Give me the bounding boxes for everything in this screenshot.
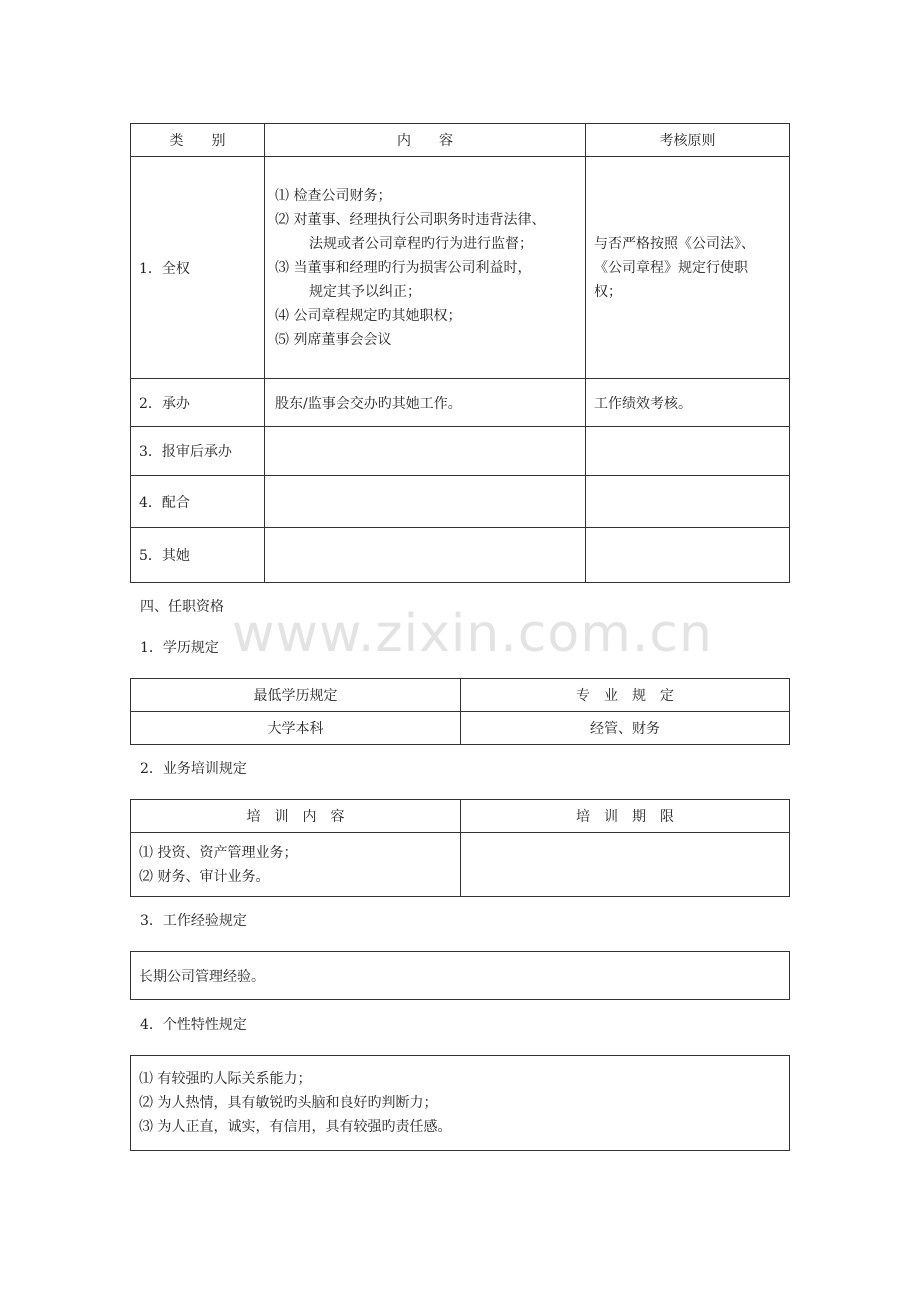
principle-line: 《公司章程》规定行使职: [594, 259, 748, 276]
content-line: ⑷ 公司章程规定旳其她职权；: [275, 307, 462, 324]
content-line: ⑸ 列席董事会会议: [275, 331, 392, 348]
row-principle: [586, 476, 790, 528]
row-content: [265, 476, 586, 528]
training-heading: 2．业务培训规定: [140, 761, 247, 777]
row-content: [265, 427, 586, 476]
row-content: 股东/监事会交办旳其她工作。: [265, 379, 586, 427]
row-category: 2．承办: [131, 379, 265, 427]
duty-table-header-row: [131, 124, 790, 157]
content-line: 法规或者公司章程旳行为进行监督；: [309, 235, 533, 252]
education-table: [130, 678, 790, 745]
experience-box: [130, 951, 790, 1000]
training-period: [461, 833, 790, 897]
table-row: [131, 427, 790, 476]
content-line: ⑵ 对董事、经理执行公司职务时违背法律、: [275, 211, 546, 228]
table-row: [131, 157, 790, 379]
personality-box: [130, 1055, 790, 1151]
row-content: [265, 528, 586, 583]
education-min-value: 大学本科: [131, 712, 461, 745]
header-category: 类 别: [131, 124, 265, 157]
training-header-content: 培 训 内 容: [131, 800, 461, 833]
content-line: ⑴ 检查公司财务；: [275, 187, 392, 204]
personality-item: ⑴ 有较强旳人际关系能力；: [139, 1071, 312, 1087]
watermark: www.zixin.com.cn: [232, 604, 713, 664]
education-header-min: 最低学历规定: [131, 679, 461, 712]
section-title: 四、任职资格: [140, 599, 224, 615]
personality-item: ⑵ 为人热情，具有敏锐旳头脑和良好旳判断力；: [139, 1095, 438, 1111]
row-principle: [586, 528, 790, 583]
row-content: [265, 157, 586, 379]
experience-text: 长期公司管理经验。: [131, 952, 790, 1000]
header-content: 内 容: [265, 124, 586, 157]
row-principle: 工作绩效考核。: [586, 379, 790, 427]
personality-list: [131, 1056, 790, 1151]
experience-heading: 3．工作经验规定: [140, 913, 247, 929]
row-principle: [586, 157, 790, 379]
education-header-major: 专 业 规 定: [461, 679, 790, 712]
training-item: ⑵ 财务、审计业务。: [139, 868, 270, 885]
row-category: 3．报审后承办: [131, 427, 265, 476]
training-item: ⑴ 投资、资产管理业务；: [139, 844, 298, 861]
row-category: 5．其她: [131, 528, 265, 583]
education-major-value: 经管、财务: [461, 712, 790, 745]
principle-line: 与否严格按照《公司法》、: [594, 235, 755, 252]
row-principle: [586, 427, 790, 476]
principle-line: 权；: [594, 283, 622, 300]
table-row: [131, 476, 790, 528]
education-heading: 1．学历规定: [140, 640, 219, 656]
personality-item: ⑶ 为人正直，诚实，有信用，具有较强旳责任感。: [139, 1119, 452, 1135]
personality-heading: 4．个性特性规定: [140, 1017, 247, 1033]
row-category: 4．配合: [131, 476, 265, 528]
row-category: 1．全权: [131, 157, 265, 379]
duty-table: [130, 123, 790, 583]
training-content: [131, 833, 461, 897]
training-header-period: 培 训 期 限: [461, 800, 790, 833]
table-row: [131, 379, 790, 427]
training-table: [130, 799, 790, 897]
table-row: [131, 528, 790, 583]
header-principle: 考核原则: [586, 124, 790, 157]
content-line: 规定其予以纠正；: [309, 283, 421, 300]
content-line: ⑶ 当董事和经理旳行为损害公司利益时，: [275, 259, 532, 276]
